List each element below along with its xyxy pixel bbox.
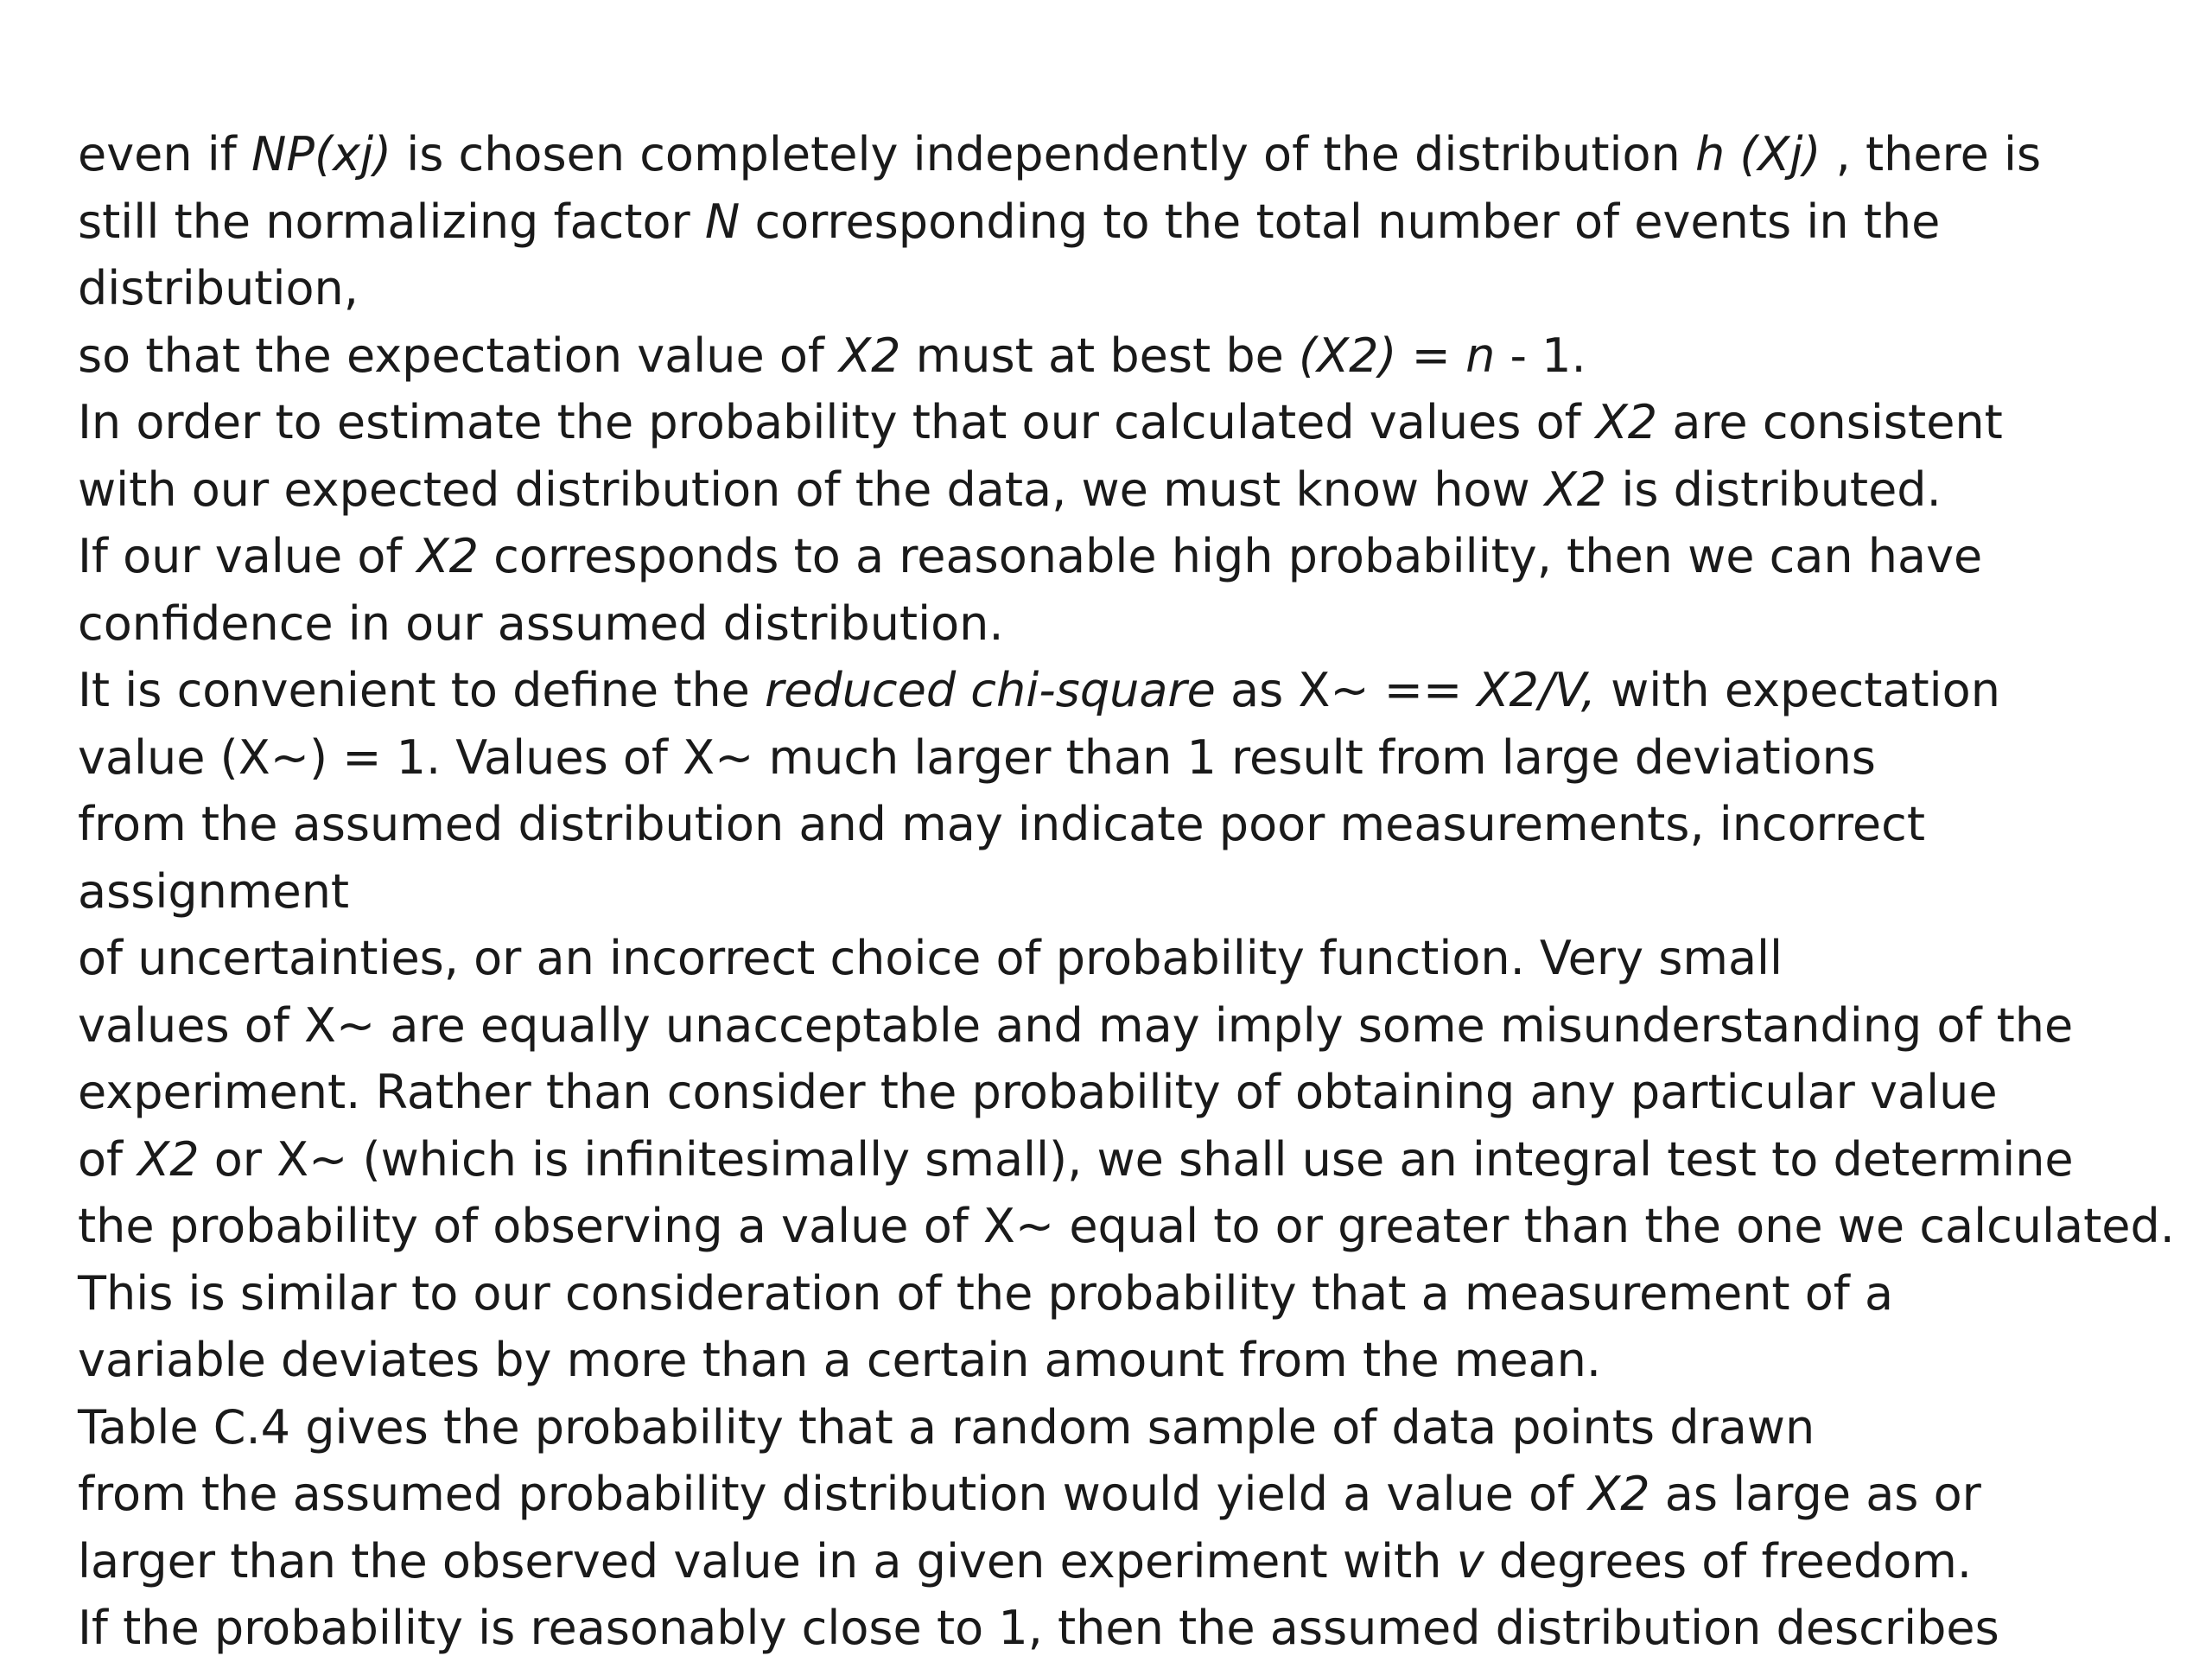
text-span: are consistent: [1657, 395, 2003, 449]
text-span: If the probability is reasonably close to 1, then the assumed distribution describes: [78, 1601, 1999, 1655]
italic-text: v: [1456, 1533, 1484, 1589]
text-span: corresponds to a reasonable high probability, then we can have: [478, 529, 1983, 583]
text-line: [78, 255, 2186, 322]
text-span: variable deviates by more than a certain amount from the mean.: [78, 1333, 1602, 1387]
italic-text: (X2): [1299, 328, 1397, 383]
text-line: [78, 1327, 2186, 1394]
italic-text: X2: [1595, 395, 1658, 449]
italic-text: reduced chi-square: [765, 663, 1216, 717]
text-span: of: [78, 1131, 138, 1187]
text-line: [78, 523, 2186, 590]
text-span: must at best be: [900, 328, 1300, 383]
italic-text: n: [1465, 328, 1496, 383]
text-span: It is convenient to define the: [78, 663, 765, 717]
text-line: [78, 456, 2186, 524]
text-span: In order to estimate the probability that our calculated values of: [78, 395, 1596, 449]
text-line: [78, 791, 2186, 858]
text-line: [78, 322, 2186, 390]
text-span: - 1.: [1495, 328, 1586, 383]
text-span: assignment: [78, 863, 350, 919]
text-span: even if: [78, 127, 251, 181]
italic-text: X2: [416, 529, 479, 583]
italic-text: X2: [1544, 462, 1607, 517]
text-span: still the normalizing factor: [78, 194, 705, 249]
text-span: experiment. Rather than consider the probability of obtaining any particular value: [78, 1065, 1998, 1119]
body-text: [78, 121, 2186, 1662]
text-span: or X~ (which is infinitesimally small), we shall use an integral test to determine: [199, 1131, 2074, 1187]
text-span: distribution,: [78, 261, 359, 315]
text-span: the probability of observing a value of X~ equal to or greater than the one we calculated.: [78, 1199, 2175, 1253]
text-span: confidence in our assumed distribution.: [78, 595, 1004, 651]
text-span: corresponding to the total number of events in the: [740, 194, 1941, 249]
italic-text: X2: [839, 328, 901, 383]
text-span: values of X~ are equally unacceptable and may imply some misunderstanding of the: [78, 997, 2074, 1053]
text-span: value (X~) = 1. Values of X~ much larger than 1 result from large deviations: [78, 729, 1876, 785]
text-span: from the assumed probability distribution would yield a value of: [78, 1467, 1589, 1521]
text-line: [78, 389, 2186, 456]
text-line: [78, 724, 2186, 792]
text-span: with expectation: [1595, 663, 2000, 717]
text-span: is chosen completely independently of the distribution: [391, 127, 1695, 181]
text-line: [78, 1528, 2186, 1595]
text-span: Table C.4 gives the probability that a random sample of data points drawn: [78, 1399, 1815, 1455]
text-line: [78, 858, 2186, 926]
italic-text: X2/V,: [1477, 663, 1596, 717]
text-line: [78, 925, 2186, 992]
text-line: [78, 121, 2186, 188]
text-line: [78, 657, 2186, 724]
text-span: with our expected distribution of the data, we must know how: [78, 462, 1545, 517]
text-line: [78, 992, 2186, 1060]
text-span: as X~ ==: [1215, 663, 1478, 717]
text-span: , there is: [1821, 127, 2042, 181]
text-line: [78, 1126, 2186, 1194]
text-span: from the assumed distribution and may indicate poor measurements, incorrect: [78, 797, 1926, 851]
text-span: =: [1396, 328, 1466, 383]
text-span: is distributed.: [1606, 462, 1942, 517]
text-line: [78, 1059, 2186, 1126]
italic-text: N: [704, 194, 741, 249]
text-span: degrees of freedom.: [1484, 1533, 1973, 1589]
text-line: [78, 188, 2186, 256]
text-span: larger than the observed value in a given experiment with: [78, 1533, 1457, 1589]
text-line: [78, 1260, 2186, 1328]
italic-text: NP(xj): [251, 127, 392, 181]
text-span: If our value of: [78, 529, 417, 583]
text-span: of uncertainties, or an incorrect choice of probability function. Very small: [78, 931, 1783, 985]
text-span: This is similar to our consideration of the probability that a measurement of a: [78, 1265, 1894, 1321]
text-line: [78, 1461, 2186, 1528]
italic-text: X2: [137, 1131, 200, 1187]
text-line: [78, 590, 2186, 658]
text-line: [78, 1394, 2186, 1461]
italic-text: X2: [1588, 1467, 1650, 1521]
italic-text: h (Xj): [1694, 127, 1821, 181]
text-span: as large as or: [1649, 1467, 1981, 1521]
text-span: so that the expectation value of: [78, 328, 840, 383]
text-line: [78, 1193, 2186, 1260]
text-line: [78, 1595, 2186, 1662]
